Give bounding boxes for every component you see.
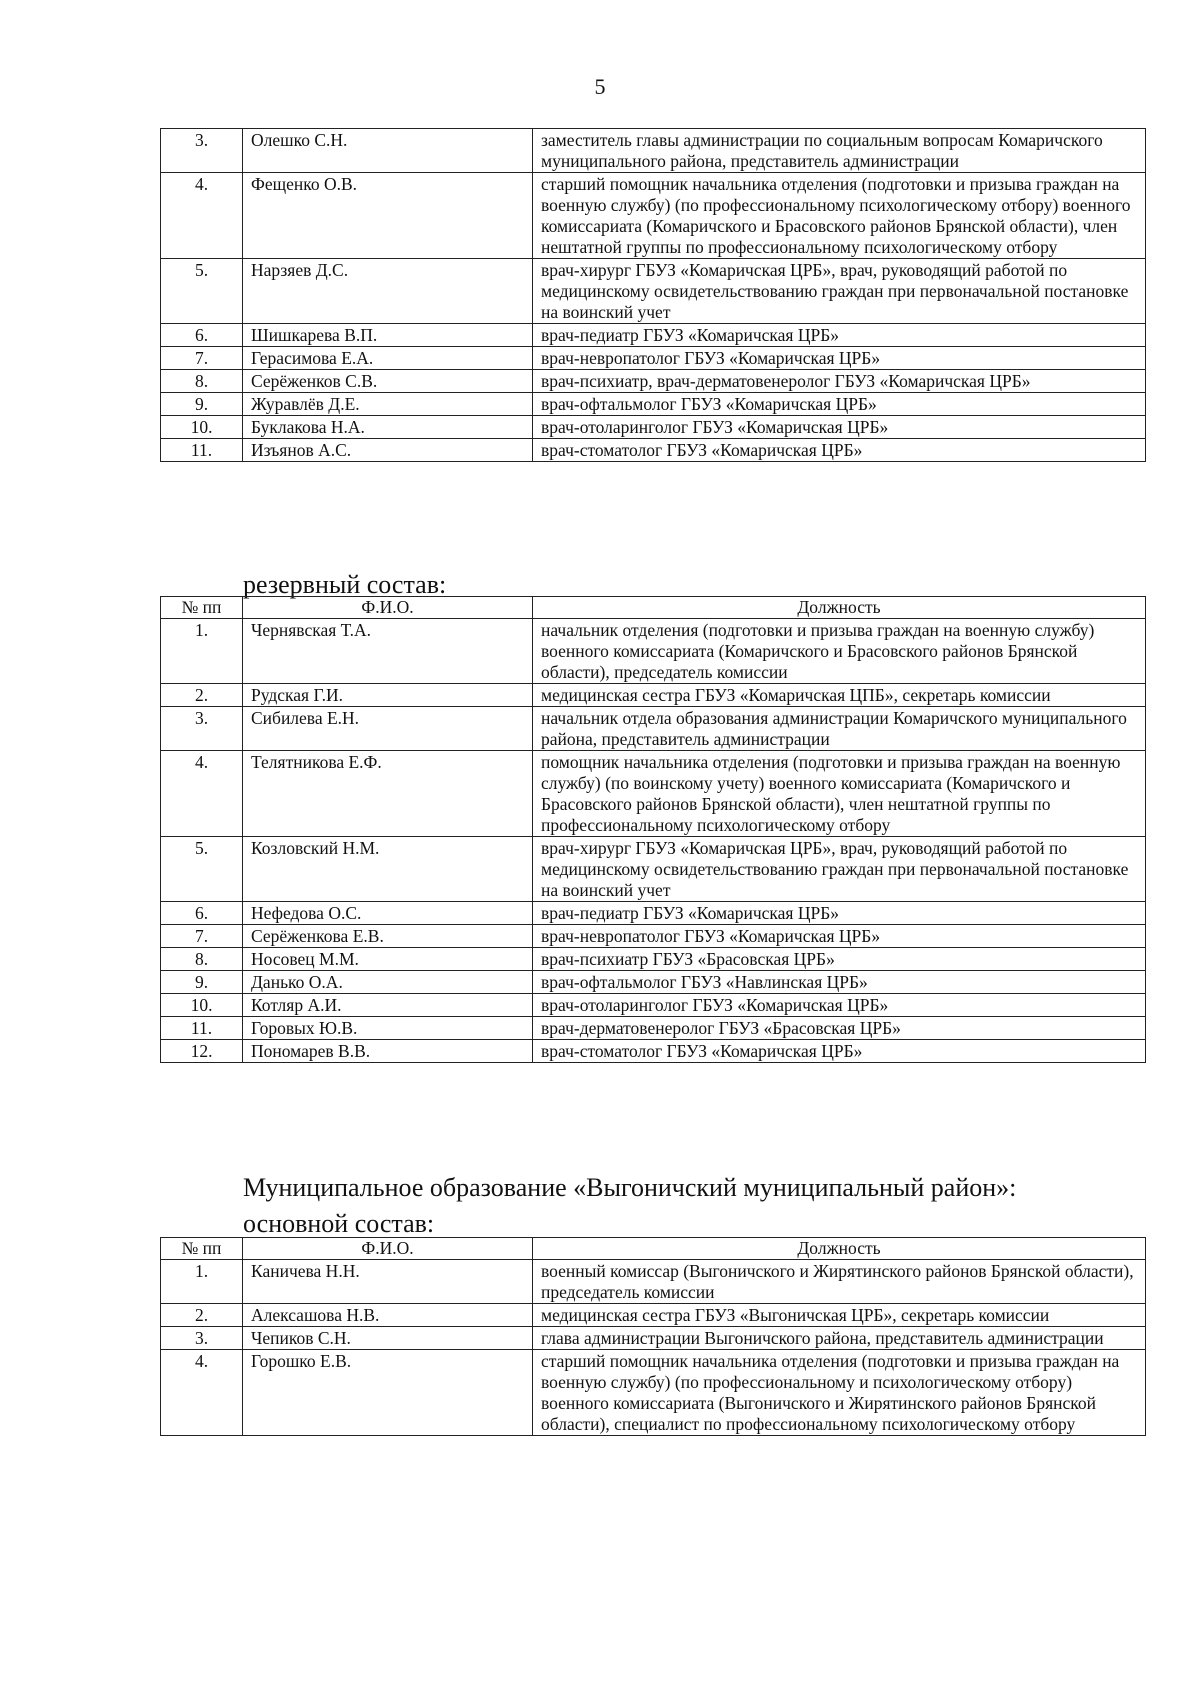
member-name: Серёженков С.В.	[243, 370, 533, 393]
table-row	[161, 259, 1146, 324]
municipality-heading: Муниципальное образование «Выгоничский муниципальный район»:	[243, 1173, 1017, 1202]
table-row	[161, 1327, 1146, 1350]
member-name: Каничева Н.Н.	[243, 1260, 533, 1304]
member-name: Шишкарева В.П.	[243, 324, 533, 347]
row-number: 7.	[161, 925, 243, 948]
commission-table-continued	[160, 128, 1146, 462]
reserve-composition-table	[160, 596, 1146, 1063]
table-row	[161, 324, 1146, 347]
table-row	[161, 129, 1146, 173]
column-header-position: Должность	[533, 1238, 1146, 1260]
member-position: врач-хирург ГБУЗ «Комаричская ЦРБ», врач, руководящий работой по медицинскому освидетельствованию граждан при первоначальной постановке на воинский учет	[533, 259, 1146, 324]
row-number: 4.	[161, 1350, 243, 1436]
column-header-name: Ф.И.О.	[243, 1238, 533, 1260]
table-row	[161, 751, 1146, 837]
member-name: Олешко С.Н.	[243, 129, 533, 173]
member-name: Алексашова Н.В.	[243, 1304, 533, 1327]
member-name: Фещенко О.В.	[243, 173, 533, 259]
table-row	[161, 1350, 1146, 1436]
row-number: 4.	[161, 751, 243, 837]
member-position: врач-офтальмолог ГБУЗ «Комаричская ЦРБ»	[533, 393, 1146, 416]
table-row	[161, 971, 1146, 994]
row-number: 1.	[161, 619, 243, 684]
row-number: 6.	[161, 902, 243, 925]
row-number: 9.	[161, 393, 243, 416]
member-name: Горошко Е.В.	[243, 1350, 533, 1436]
table-row	[161, 902, 1146, 925]
table-row	[161, 173, 1146, 259]
table-row	[161, 994, 1146, 1017]
member-position: старший помощник начальника отделения (подготовки и призыва граждан на военную службу) (по профессиональному и психологическому отбору) военного комиссариата (Выгоничского и Жирятинского районов Брянской области), специалист по профессиональному психологическому отбору	[533, 1350, 1146, 1436]
row-number: 7.	[161, 347, 243, 370]
table-row	[161, 1304, 1146, 1327]
row-number: 4.	[161, 173, 243, 259]
member-name: Герасимова Е.А.	[243, 347, 533, 370]
row-number: 8.	[161, 370, 243, 393]
table-row	[161, 1017, 1146, 1040]
member-name: Буклакова Н.А.	[243, 416, 533, 439]
table-row	[161, 707, 1146, 751]
column-header-number: № пп	[161, 1238, 243, 1260]
row-number: 12.	[161, 1040, 243, 1063]
row-number: 6.	[161, 324, 243, 347]
main-composition-table	[160, 1237, 1146, 1436]
commission-table-body	[161, 129, 1146, 462]
member-position: начальник отдела образования администрации Комаричского муниципального района, представитель администрации	[533, 707, 1146, 751]
member-position: врач-хирург ГБУЗ «Комаричская ЦРБ», врач, руководящий работой по медицинскому освидетельствованию граждан при первоначальной постановке на воинский учет	[533, 837, 1146, 902]
row-number: 2.	[161, 684, 243, 707]
member-name: Козловский Н.М.	[243, 837, 533, 902]
row-number: 3.	[161, 129, 243, 173]
table-row	[161, 948, 1146, 971]
column-header-position: Должность	[533, 597, 1146, 619]
member-position: глава администрации Выгоничского района, представитель администрации	[533, 1327, 1146, 1350]
table-row	[161, 619, 1146, 684]
table-row	[161, 684, 1146, 707]
table-row	[161, 347, 1146, 370]
member-position: врач-педиатр ГБУЗ «Комаричская ЦРБ»	[533, 324, 1146, 347]
member-name: Серёженкова Е.В.	[243, 925, 533, 948]
table-row	[161, 393, 1146, 416]
member-name: Данько О.А.	[243, 971, 533, 994]
member-position: начальник отделения (подготовки и призыва граждан на военную службу) военного комиссариата (Комаричского и Брасовского районов Брянской области), председатель комиссии	[533, 619, 1146, 684]
table-header-row	[161, 1238, 1146, 1260]
member-position: врач-психиатр, врач-дерматовенеролог ГБУЗ «Комаричская ЦРБ»	[533, 370, 1146, 393]
member-position: военный комиссар (Выгоничского и Жирятинского районов Брянской области), председатель комиссии	[533, 1260, 1146, 1304]
table-row	[161, 837, 1146, 902]
table-row	[161, 1260, 1146, 1304]
table-row	[161, 925, 1146, 948]
reserve-composition-heading: резервный состав:	[243, 570, 447, 599]
reserve-table-body	[161, 619, 1146, 1063]
row-number: 1.	[161, 1260, 243, 1304]
member-name: Изъянов А.С.	[243, 439, 533, 462]
member-name: Сибилева Е.Н.	[243, 707, 533, 751]
member-position: медицинская сестра ГБУЗ «Выгоничская ЦРБ», секретарь комиссии	[533, 1304, 1146, 1327]
member-position: медицинская сестра ГБУЗ «Комаричская ЦПБ», секретарь комиссии	[533, 684, 1146, 707]
member-name: Котляр А.И.	[243, 994, 533, 1017]
row-number: 10.	[161, 994, 243, 1017]
table-row	[161, 416, 1146, 439]
table-row	[161, 1040, 1146, 1063]
member-position: помощник начальника отделения (подготовки и призыва граждан на военную службу) (по воинскому учету) военного комиссариата (Комаричского и Брасовского районов Брянской области), член нештатной группы по профессиональному психологическому отбору	[533, 751, 1146, 837]
main-composition-heading: основной состав:	[243, 1209, 435, 1238]
member-position: врач-психиатр ГБУЗ «Брасовская ЦРБ»	[533, 948, 1146, 971]
row-number: 2.	[161, 1304, 243, 1327]
member-position: врач-дерматовенеролог ГБУЗ «Брасовская ЦРБ»	[533, 1017, 1146, 1040]
member-name: Рудская Г.И.	[243, 684, 533, 707]
member-position: врач-стоматолог ГБУЗ «Комаричская ЦРБ»	[533, 1040, 1146, 1063]
row-number: 10.	[161, 416, 243, 439]
row-number: 8.	[161, 948, 243, 971]
member-position: старший помощник начальника отделения (подготовки и призыва граждан на военную службу) (по профессиональному психологическому отбору) военного комиссариата (Комаричского и Брасовского районов Брянской области), член нештатной группы по профессиональному психологическому отбору	[533, 173, 1146, 259]
main-table-body	[161, 1260, 1146, 1436]
member-position: заместитель главы администрации по социальным вопросам Комаричского муниципального района, представитель администрации	[533, 129, 1146, 173]
member-name: Журавлёв Д.Е.	[243, 393, 533, 416]
row-number: 3.	[161, 1327, 243, 1350]
table-row	[161, 439, 1146, 462]
column-header-number: № пп	[161, 597, 243, 619]
page-number: 5	[594, 74, 606, 99]
member-position: врач-невропатолог ГБУЗ «Комаричская ЦРБ»	[533, 347, 1146, 370]
row-number: 5.	[161, 837, 243, 902]
table-header-row	[161, 597, 1146, 619]
member-position: врач-стоматолог ГБУЗ «Комаричская ЦРБ»	[533, 439, 1146, 462]
member-name: Нефедова О.С.	[243, 902, 533, 925]
member-name: Горовых Ю.В.	[243, 1017, 533, 1040]
member-position: врач-невропатолог ГБУЗ «Комаричская ЦРБ»	[533, 925, 1146, 948]
member-position: врач-отоларинголог ГБУЗ «Комаричская ЦРБ»	[533, 416, 1146, 439]
row-number: 9.	[161, 971, 243, 994]
member-name: Носовец М.М.	[243, 948, 533, 971]
member-name: Нарзяев Д.С.	[243, 259, 533, 324]
row-number: 5.	[161, 259, 243, 324]
member-position: врач-отоларинголог ГБУЗ «Комаричская ЦРБ»	[533, 994, 1146, 1017]
member-name: Телятникова Е.Ф.	[243, 751, 533, 837]
row-number: 11.	[161, 439, 243, 462]
row-number: 11.	[161, 1017, 243, 1040]
member-name: Чернявская Т.А.	[243, 619, 533, 684]
member-name: Чепиков С.Н.	[243, 1327, 533, 1350]
member-name: Пономарев В.В.	[243, 1040, 533, 1063]
table-row	[161, 370, 1146, 393]
row-number: 3.	[161, 707, 243, 751]
column-header-name: Ф.И.О.	[243, 597, 533, 619]
member-position: врач-офтальмолог ГБУЗ «Навлинская ЦРБ»	[533, 971, 1146, 994]
member-position: врач-педиатр ГБУЗ «Комаричская ЦРБ»	[533, 902, 1146, 925]
